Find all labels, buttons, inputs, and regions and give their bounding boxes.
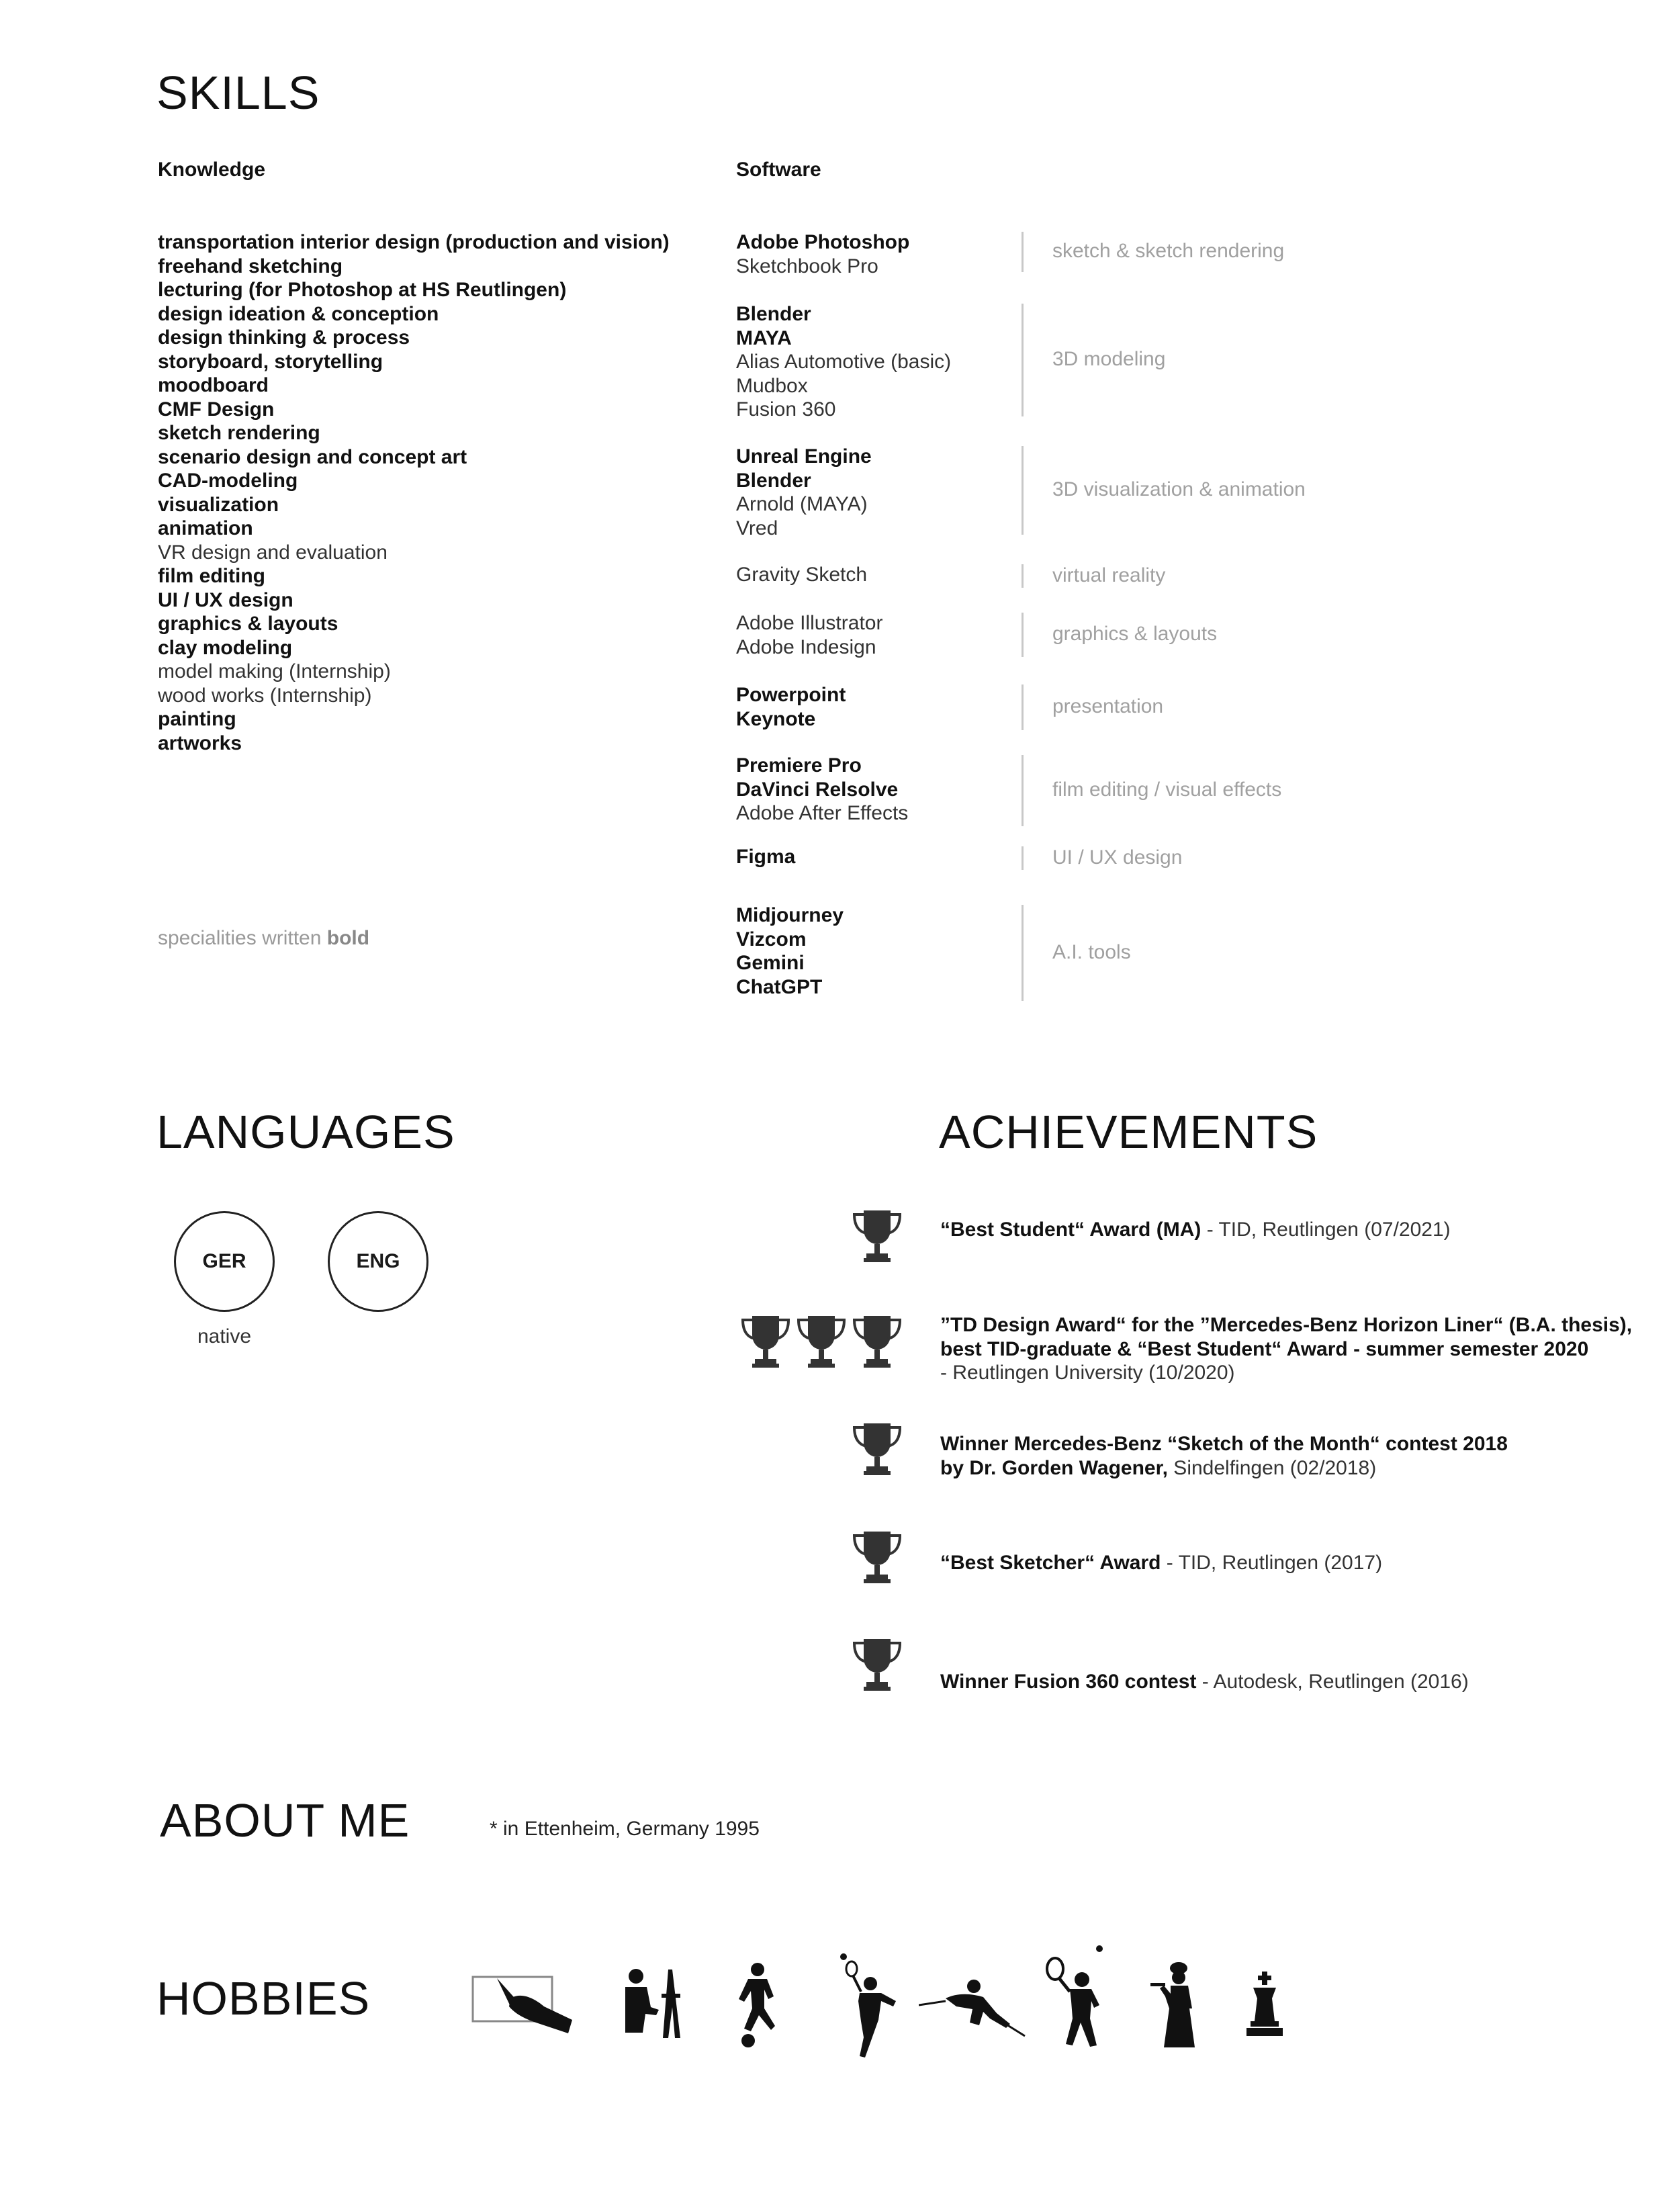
software-item: Mudbox [736, 374, 808, 397]
achievement-title-line2: by Dr. Gorden Wagener, [940, 1456, 1168, 1479]
bold-note-bold: bold [326, 927, 370, 949]
sketching-icon [470, 1972, 578, 2039]
software-item: Keynote [736, 707, 816, 730]
software-category: presentation [1052, 695, 1164, 717]
achievement-item [940, 1432, 1508, 1480]
category-divider [1022, 232, 1024, 272]
knowledge-item: design thinking & process [158, 326, 410, 349]
software-item: ChatGPT [736, 975, 823, 998]
software-category: UI / UX design [1052, 846, 1183, 869]
software-group [736, 903, 844, 999]
achievement-title: Winner Mercedes-Benz “Sketch of the Month“ contest 2018 [940, 1433, 1508, 1455]
achievement-item [940, 1313, 1632, 1385]
category-divider [1022, 613, 1024, 657]
software-category: graphics & layouts [1052, 623, 1218, 645]
knowledge-item: clay modeling [158, 636, 293, 659]
software-group [736, 230, 909, 278]
knowledge-item: VR design and evaluation [158, 541, 388, 564]
chess-icon [1241, 1972, 1288, 2039]
achievement-detail: - Reutlingen University (10/2020) [940, 1362, 1235, 1384]
birth-info: * in Ettenheim, Germany 1995 [490, 1818, 760, 1840]
trophy-icon [852, 1422, 903, 1476]
software-item: Arnold (MAYA) [736, 493, 868, 515]
knowledge-item: visualization [158, 493, 279, 516]
software-item: Premiere Pro [736, 754, 862, 777]
software-heading: Software [736, 159, 821, 181]
software-item: MAYA [736, 326, 792, 349]
achievement-title: “Best Student“ Award (MA) [940, 1219, 1201, 1241]
achievement-detail: - Autodesk, Reutlingen (2016) [1196, 1671, 1469, 1693]
achievement-detail: - TID, Reutlingen (2017) [1161, 1552, 1383, 1574]
category-divider [1022, 905, 1024, 1001]
language-code: ENG [356, 1250, 400, 1272]
achievement-detail: Sindelfingen (02/2018) [1167, 1456, 1377, 1479]
trophy-icon [740, 1315, 791, 1368]
achievement-item [940, 1218, 1451, 1242]
software-item: DaVinci Relsolve [736, 778, 899, 801]
trophy-icon [852, 1209, 903, 1263]
achievement-detail: - TID, Reutlingen (07/2021) [1201, 1219, 1451, 1241]
knowledge-item: graphics & layouts [158, 613, 338, 635]
skills-title: SKILLS [156, 67, 320, 119]
software-group [736, 445, 872, 540]
badminton-icon [831, 1951, 899, 2059]
software-item: Adobe Photoshop [736, 231, 910, 253]
achievement-item [940, 1551, 1382, 1575]
languages-title: LANGUAGES [156, 1106, 455, 1158]
software-item: Gemini [736, 952, 805, 974]
bold-note [158, 927, 369, 950]
knowledge-item: model making (Internship) [158, 660, 391, 682]
software-item: Adobe Illustrator [736, 612, 883, 634]
software-group [736, 611, 882, 659]
cooking-icon [1150, 1961, 1204, 2049]
knowledge-item: painting [158, 708, 236, 730]
software-group [736, 563, 867, 587]
knowledge-item: artworks [158, 732, 242, 754]
knowledge-item: UI / UX design [158, 588, 293, 611]
achievement-title: Winner Fusion 360 contest [940, 1671, 1197, 1693]
achievement-title-line2: best TID-graduate & “Best Student“ Award - summer semester 2020 [940, 1337, 1589, 1360]
category-divider [1022, 684, 1024, 730]
category-divider [1022, 755, 1024, 826]
language-code: GER [202, 1250, 246, 1272]
knowledge-item: wood works (Internship) [158, 684, 372, 707]
about-title: ABOUT ME [160, 1794, 410, 1847]
knowledge-item: sketch rendering [158, 422, 320, 444]
software-item: Blender [736, 469, 811, 492]
trophy-icon [852, 1315, 903, 1368]
category-divider [1022, 846, 1024, 870]
software-category: 3D modeling [1052, 348, 1166, 370]
knowledge-item: moodboard [158, 374, 269, 396]
software-item: Adobe Indesign [736, 635, 876, 658]
software-category: sketch & sketch rendering [1052, 240, 1285, 262]
category-divider [1022, 446, 1024, 535]
achievement-item [940, 1670, 1469, 1694]
software-group [736, 754, 908, 826]
achievement-title: “Best Sketcher“ Award [940, 1552, 1161, 1574]
knowledge-item: CAD-modeling [158, 470, 298, 492]
software-item: Vizcom [736, 928, 807, 950]
knowledge-item: scenario design and concept art [158, 445, 467, 468]
software-category: film editing / visual effects [1052, 779, 1282, 801]
bold-note-text: specialities written [158, 927, 327, 949]
category-divider [1022, 564, 1024, 588]
knowledge-item: animation [158, 517, 253, 539]
trophy-icon [852, 1638, 903, 1691]
painting-icon [616, 1967, 683, 2041]
skiing-icon [919, 1978, 1026, 2039]
software-item: Adobe After Effects [736, 802, 909, 824]
knowledge-item: storyboard, storytelling [158, 350, 383, 373]
software-item: Fusion 360 [736, 398, 836, 421]
language-ger-circle [174, 1211, 275, 1312]
soccer-icon [731, 1961, 784, 2049]
hobbies-title: HOBBIES [156, 1972, 371, 2025]
knowledge-item: lecturing (for Photoshop at HS Reutlingen) [158, 279, 567, 301]
knowledge-item: film editing [158, 565, 265, 587]
software-item: Vred [736, 517, 778, 539]
software-item: Blender [736, 303, 811, 325]
category-divider [1022, 304, 1024, 416]
software-item: Unreal Engine [736, 445, 872, 468]
trophy-icon [796, 1315, 847, 1368]
knowledge-item: transportation interior design (production and vision) [158, 231, 670, 253]
software-item: Gravity Sketch [736, 564, 868, 586]
knowledge-list [158, 230, 670, 755]
trophy-icon [852, 1530, 903, 1584]
software-item: Sketchbook Pro [736, 255, 878, 277]
software-group [736, 845, 795, 869]
achievements-title: ACHIEVEMENTS [939, 1106, 1318, 1158]
software-item: Powerpoint [736, 684, 846, 706]
software-item: Figma [736, 846, 796, 868]
software-item: Alias Automotive (basic) [736, 351, 952, 373]
tennis-icon [1043, 1945, 1110, 2052]
software-category: virtual reality [1052, 564, 1166, 586]
knowledge-item: design ideation & conception [158, 302, 439, 325]
software-item: Midjourney [736, 904, 844, 926]
achievement-title: ”TD Design Award“ for the ”Mercedes-Benz Horizon Liner“ (B.A. thesis), [940, 1314, 1633, 1336]
knowledge-item: freehand sketching [158, 255, 343, 277]
language-eng-circle [328, 1211, 428, 1312]
knowledge-heading: Knowledge [158, 159, 266, 181]
language-ger-note: native [197, 1325, 252, 1347]
software-group [736, 302, 951, 422]
software-category: 3D visualization & animation [1052, 478, 1306, 500]
software-category: A.I. tools [1052, 940, 1131, 963]
knowledge-item: CMF Design [158, 398, 275, 421]
software-group [736, 683, 846, 731]
